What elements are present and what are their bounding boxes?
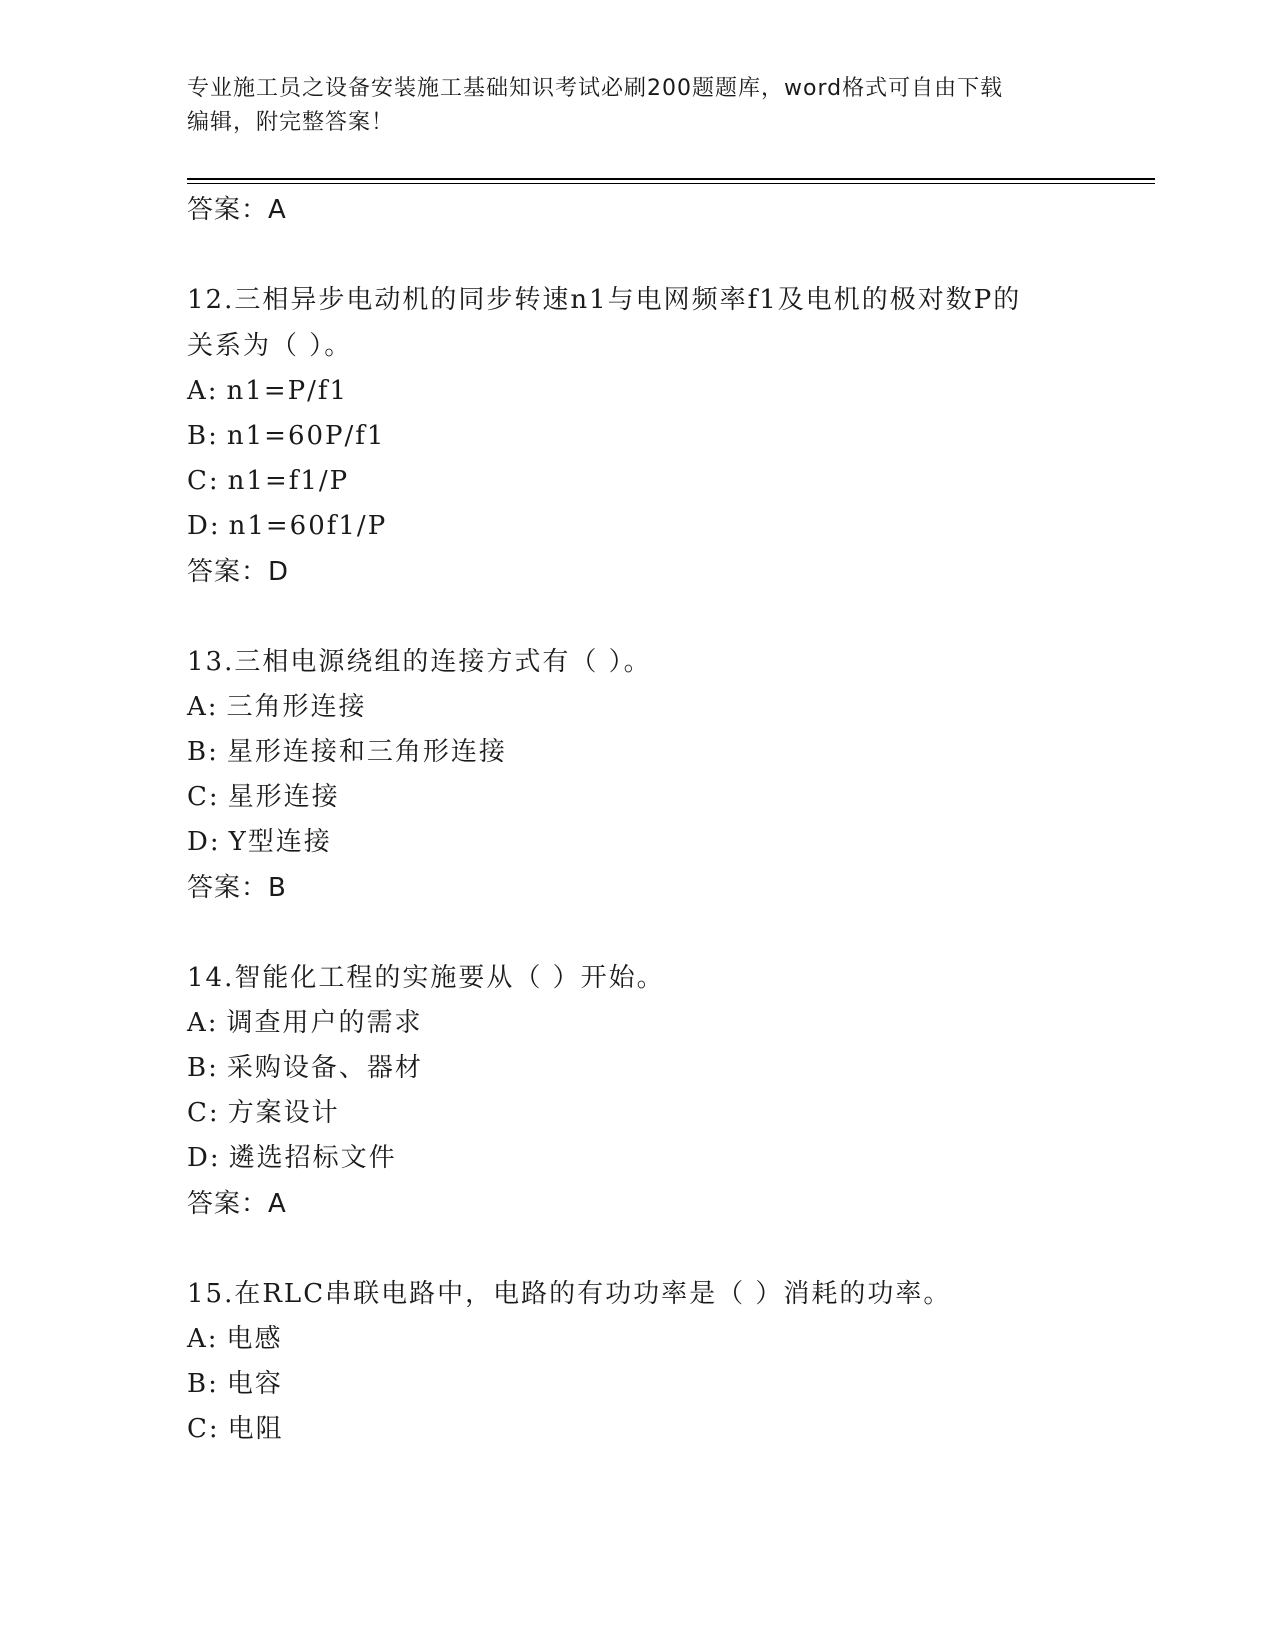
answer-value: A: [268, 1189, 287, 1219]
question-list: [187, 187, 1087, 1452]
question-block: [187, 639, 1087, 911]
question-text: 14.智能化工程的实施要从（ ）开始。: [187, 963, 665, 993]
answer-line: [187, 187, 1087, 233]
question-text: 12.三相异步电动机的同步转速n1与电网频率f1及电机的极对数P的: [187, 285, 1022, 315]
question-block: [187, 955, 1087, 1227]
option-key: A:: [187, 1008, 219, 1038]
option-text: n1=60P/f1: [226, 421, 386, 451]
answer-line: [187, 865, 1087, 911]
header-line-2: 编辑，附完整答案！: [187, 110, 395, 135]
option-a: [187, 685, 1087, 730]
document-header: [187, 72, 1067, 140]
answer-line: [187, 549, 1087, 595]
option-a: [187, 1317, 1087, 1362]
option-text: n1=60f1/P: [228, 511, 388, 541]
header-rule-thick: [187, 178, 1155, 180]
option-d: [187, 1136, 1087, 1181]
answer-label: 答案：: [187, 195, 269, 225]
option-b: [187, 1046, 1087, 1091]
option-key: B:: [187, 737, 219, 767]
option-text: 调查用户的需求: [226, 1008, 423, 1038]
option-key: C:: [187, 1098, 220, 1128]
question-block: [187, 1271, 1087, 1452]
option-text: Y型连接: [228, 827, 332, 857]
option-key: B:: [187, 1053, 219, 1083]
answer-label: 答案：: [187, 873, 269, 903]
answer-value: A: [268, 195, 287, 225]
option-text: 星形连接和三角形连接: [226, 737, 507, 767]
question-text: 关系为（ ）。: [187, 331, 353, 361]
option-text: 电阻: [227, 1414, 284, 1444]
question-block: [187, 277, 1087, 595]
option-key: D:: [187, 1143, 221, 1173]
answer-label: 答案：: [187, 1189, 269, 1219]
option-b: [187, 414, 1087, 459]
answer-value: D: [268, 557, 290, 587]
option-d: [187, 820, 1087, 865]
option-a: [187, 1001, 1087, 1046]
option-text: 三角形连接: [226, 692, 367, 722]
option-key: A:: [187, 692, 219, 722]
option-b: [187, 730, 1087, 775]
option-key: D:: [187, 827, 221, 857]
option-text: 电感: [226, 1324, 283, 1354]
option-text: 星形连接: [227, 782, 340, 812]
option-text: 遴选招标文件: [228, 1143, 397, 1173]
header-line-1: 专业施工员之设备安装施工基础知识考试必刷200题题库，word格式可自由下载: [187, 76, 1004, 101]
answer-value: B: [268, 873, 287, 903]
option-b: [187, 1362, 1087, 1407]
option-text: 采购设备、器材: [226, 1053, 423, 1083]
option-text: 电容: [226, 1369, 283, 1399]
option-d: [187, 504, 1087, 549]
option-key: C:: [187, 1414, 220, 1444]
option-text: n1=P/f1: [226, 376, 349, 406]
option-c: [187, 775, 1087, 820]
option-key: B:: [187, 421, 219, 451]
answer-label: 答案：: [187, 557, 269, 587]
option-c: [187, 459, 1087, 504]
option-c: [187, 1091, 1087, 1136]
option-key: A:: [187, 376, 219, 406]
option-a: [187, 369, 1087, 414]
header-rule-thin: [187, 183, 1155, 184]
question-text: 13.三相电源绕组的连接方式有（ ）。: [187, 647, 652, 677]
option-key: C:: [187, 466, 220, 496]
option-text: n1=f1/P: [227, 466, 350, 496]
option-c: [187, 1407, 1087, 1452]
answer-line: [187, 1181, 1087, 1227]
option-text: 方案设计: [227, 1098, 340, 1128]
option-key: B:: [187, 1369, 219, 1399]
question-text: 15.在RLC串联电路中，电路的有功功率是（ ）消耗的功率。: [187, 1279, 952, 1309]
option-key: C:: [187, 782, 220, 812]
option-key: A:: [187, 1324, 219, 1354]
option-key: D:: [187, 511, 221, 541]
